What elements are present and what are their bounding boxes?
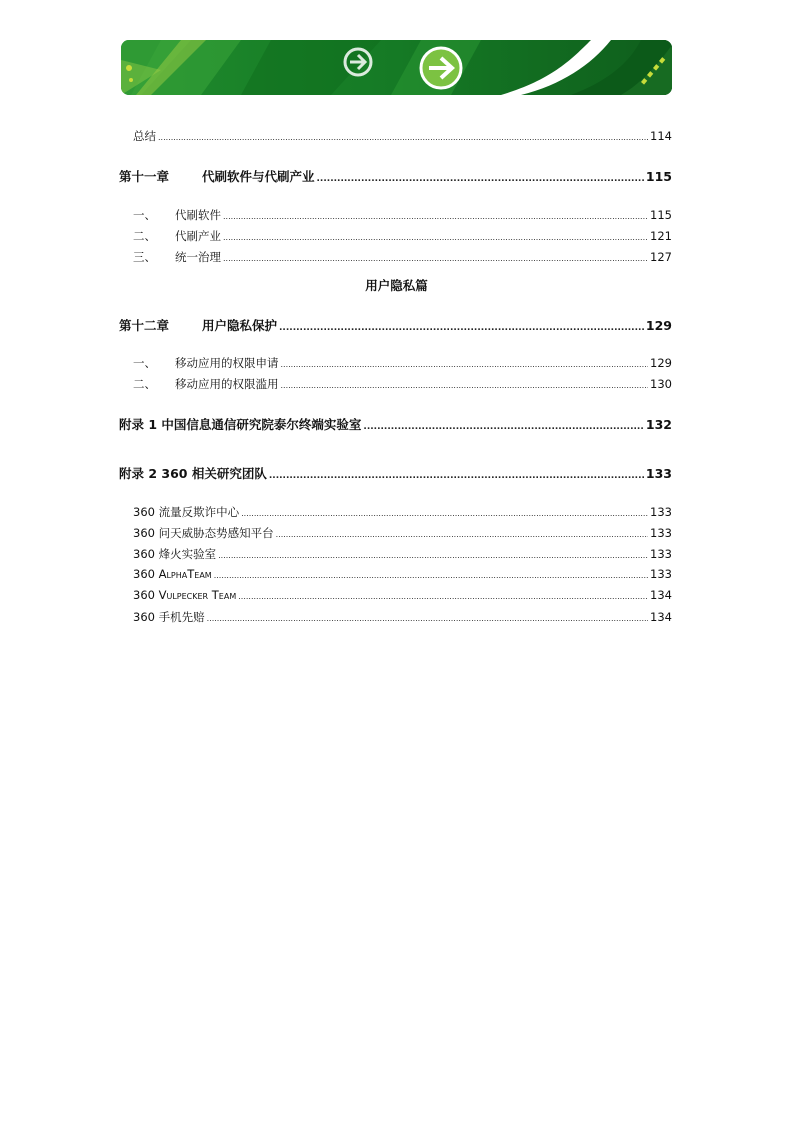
toc-appendix-item[interactable]: [133, 609, 672, 625]
toc-page-number: 129: [650, 356, 672, 370]
leader-dots: [223, 212, 648, 221]
toc-page-number: 133: [650, 567, 672, 581]
section-title: 统一治理: [175, 250, 221, 264]
appendix-item-title: 360 流量反欺诈中心: [133, 505, 240, 519]
toc-appendix-item[interactable]: [133, 546, 672, 562]
appendix-title: 附录 1 中国信息通信研究院泰尔终端实验室: [119, 417, 362, 432]
section-number: 二、: [133, 229, 156, 243]
chapter-title: 用户隐私保护: [202, 318, 278, 333]
toc-page-number: 115: [645, 169, 672, 184]
leader-dots: [214, 571, 648, 580]
appendix-item-title: 360 烽火实验室: [133, 547, 217, 561]
toc-page-number: 133: [650, 505, 672, 519]
toc-appendix-1[interactable]: [119, 415, 672, 433]
leader-dots: [238, 592, 648, 601]
toc-entry-summary[interactable]: [133, 128, 672, 144]
toc-appendix-2[interactable]: [119, 464, 672, 482]
toc-page-number: 134: [650, 588, 672, 602]
toc-appendix-item[interactable]: [133, 525, 672, 541]
part-title: 用户隐私篇: [365, 278, 428, 293]
leader-dots: [207, 614, 648, 623]
toc-page-number: 134: [650, 610, 672, 624]
toc-chapter-11[interactable]: [119, 167, 672, 185]
section-number: 一、: [133, 208, 156, 222]
section-title: 代刷产业: [175, 229, 221, 243]
toc-appendix-item[interactable]: [133, 567, 672, 583]
toc-section[interactable]: [133, 207, 672, 223]
banner-graphic: [121, 40, 672, 95]
leader-dots: [281, 381, 649, 390]
appendix-item-title: 360 AlphaTeam: [133, 567, 212, 581]
toc-entry-title: 总结: [133, 129, 156, 143]
leader-dots: [241, 509, 648, 518]
chapter-number: 第十二章: [119, 318, 170, 333]
leader-dots: [269, 471, 644, 481]
appendix-item-title: 360 问天威胁态势感知平台: [133, 526, 274, 540]
toc-page-number: 115: [650, 208, 672, 222]
toc-section[interactable]: [133, 355, 672, 371]
leader-dots: [281, 360, 649, 369]
leader-dots: [223, 233, 648, 242]
section-title: 代刷软件: [175, 208, 221, 222]
section-number: 三、: [133, 250, 156, 264]
leader-dots: [363, 422, 644, 432]
leader-dots: [218, 551, 648, 560]
section-title: 移动应用的权限申请: [175, 356, 279, 370]
toc-page-number: 114: [650, 129, 672, 143]
toc-page-number: 129: [645, 318, 672, 333]
toc-page-number: 127: [650, 250, 672, 264]
leader-dots: [223, 254, 648, 263]
appendix-title: 附录 2 360 相关研究团队: [119, 466, 267, 481]
chapter-number: 第十一章: [119, 169, 170, 184]
toc-section[interactable]: [133, 249, 672, 265]
section-number: 一、: [133, 356, 156, 370]
appendix-item-title: 360 手机先赔: [133, 610, 205, 624]
toc-page-number: 133: [650, 547, 672, 561]
toc-page-number: 133: [645, 466, 672, 481]
toc-page-number: 121: [650, 229, 672, 243]
toc-page-number: 130: [650, 377, 672, 391]
section-number: 二、: [133, 377, 156, 391]
toc-page-number: 132: [645, 417, 672, 432]
section-title: 移动应用的权限滥用: [175, 377, 279, 391]
toc-page-number: 133: [650, 526, 672, 540]
chapter-title: 代刷软件与代刷产业: [202, 169, 315, 184]
toc-appendix-item[interactable]: [133, 588, 672, 604]
toc-section[interactable]: [133, 228, 672, 244]
header-banner: [121, 40, 672, 95]
toc-section[interactable]: [133, 376, 672, 392]
leader-dots: [279, 323, 644, 333]
arrow-circle-icon: [421, 48, 461, 88]
leader-dots: [158, 133, 648, 142]
appendix-item-title: 360 Vulpecker Team: [133, 588, 237, 602]
toc-chapter-12[interactable]: [119, 316, 672, 334]
leader-dots: [276, 530, 648, 539]
toc-appendix-item[interactable]: [133, 504, 672, 520]
leader-dots: [317, 174, 644, 184]
